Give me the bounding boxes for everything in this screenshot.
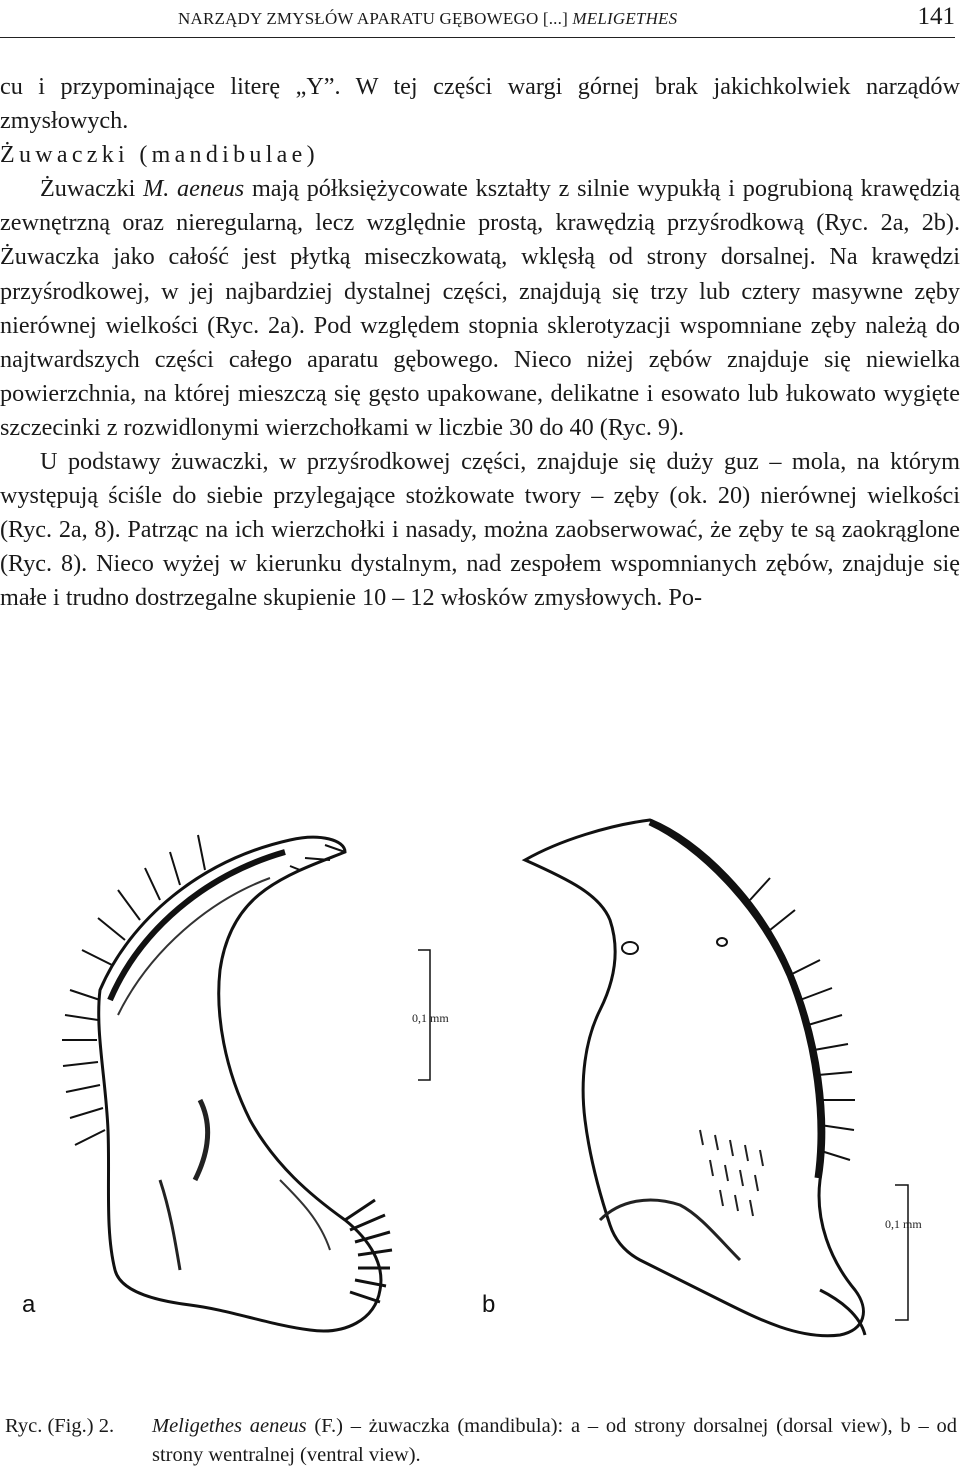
caption-species: Meligethes aeneus: [152, 1415, 307, 1437]
panel-label-a: a: [22, 1291, 36, 1318]
caption-text: (F.) – żuwaczka (mandibula): a – od strony dorsalnej (dorsal view), b – od strony wentralnej (ventral view).: [152, 1415, 957, 1466]
scale-bar-b: [885, 1185, 922, 1320]
running-head-text: NARZĄDY ZMYSŁÓW APARATU GĘBOWEGO [...]: [178, 9, 573, 28]
running-head-genus: MELIGETHES: [572, 9, 678, 28]
figure-mandibles: [0, 800, 960, 1420]
running-head: [178, 9, 677, 29]
caption-label: Ryc. (Fig.) 2.: [5, 1415, 115, 1437]
page-number: 141: [917, 3, 955, 30]
paragraph-lead: Żuwaczki: [40, 175, 144, 203]
body-text: [0, 70, 960, 616]
header-rule: [0, 37, 955, 38]
page-header: [0, 0, 960, 40]
scale-label-a: 0,1 mm: [412, 1011, 449, 1025]
scale-label-b: 0,1 mm: [885, 1217, 922, 1231]
paragraph-mola: U podstawy żuwaczki, w przyśrodkowej części, znajduje się duży guz – mola, na którym występują ściśle do siebie przylegające stożkowate twory – zęby (ok. 20) nierównej wielkości (Ryc. 2a, 8). Patrząc na ich wierzchołki i nasady, można zaobserwować, że zęby te są zaokrąglone (Ryc. 8). Nieco wyżej w kierunku dystalnym, nad zespołem wspomnianych zębów, znajduje się małe i trudno dostrzegalne skupienie 10 – 12 włosków zmysłowych. Po-: [0, 448, 960, 612]
mandible-drawings: [0, 800, 960, 1420]
caption-body: [152, 1412, 957, 1470]
scale-bar-a: [412, 950, 449, 1080]
paragraph-mandibles: [0, 172, 960, 445]
section-heading: Żuwaczki (mandibulae): [0, 142, 319, 169]
paragraph-rest: mają półksiężycowate kształty z silnie wypukłą i pogrubioną krawędzią zewnętrzną oraz nieregularną, lecz względnie prostą, krawędzią przyśrodkową (Ryc. 2a, 2b). Żuwaczka jako całość jest płytką miseczkowatą, wklęsłą od strony dorsalnej. Na krawędzi przyśrodkowej, w jej najbardziej dystalnej części, znajdują się trzy lub cztery masywne zęby nierównej wielkości (Ryc. 2a). Pod względem stopnia sklerotyzacji wspomniane zęby należą do najtwardszych części całego aparatu gębowego. Nieco niżej zębów znajduje się niewielka powierzchnia, na której mieszczą się gęsto upakowane, delikatne i esowato lub łukowato wygięte szczecinki z rozwidlonymi wierzchołkami w liczbie 30 do 40 (Ryc. 9).: [0, 175, 960, 441]
mandible-dorsal-drawing: [62, 835, 392, 1331]
species-name: M. aeneus: [143, 175, 245, 203]
intro-paragraph: cu i przypominające literę „Y”. W tej części wargi górnej brak jakichkolwiek narządów zmysłowych.: [0, 73, 960, 135]
panel-label-b: b: [482, 1291, 496, 1318]
mandible-ventral-drawing: [525, 820, 865, 1336]
